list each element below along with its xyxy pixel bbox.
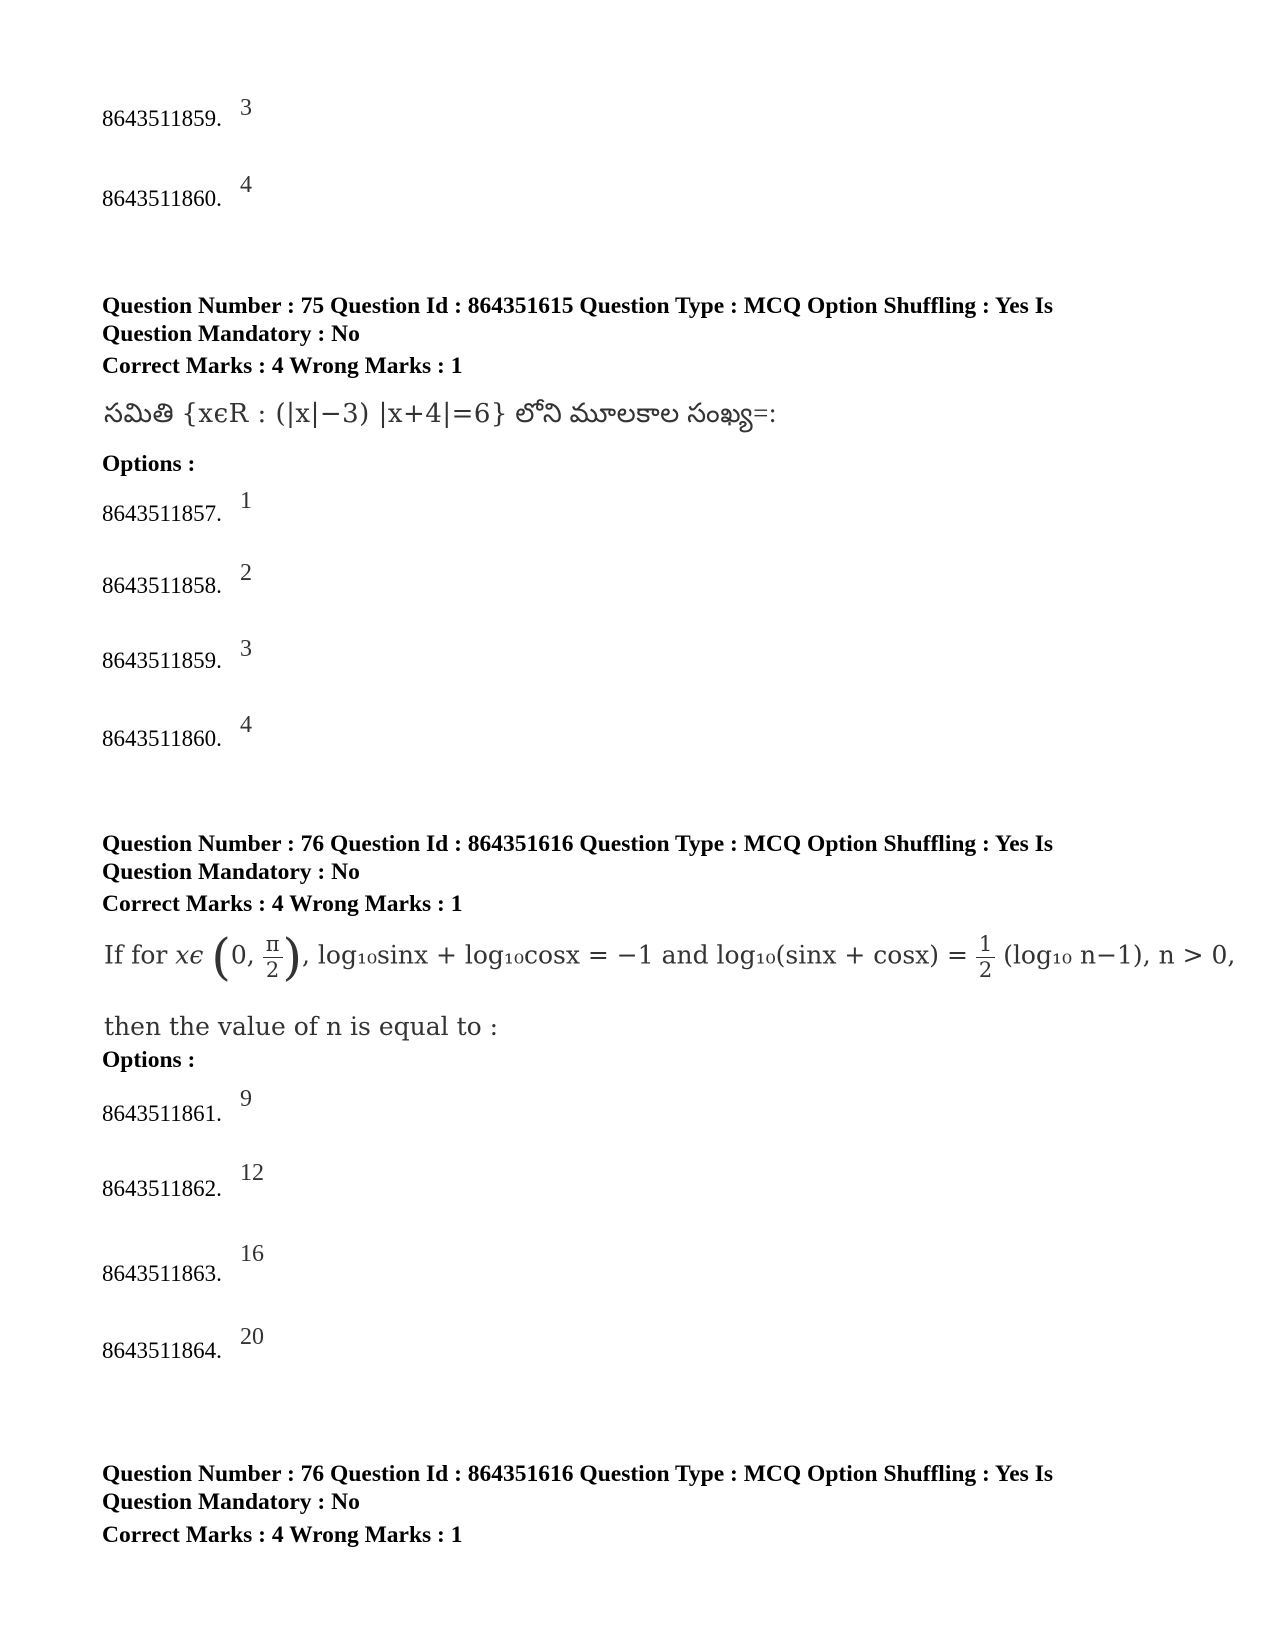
option-id: 8643511864.: [102, 1338, 222, 1363]
one-half: [976, 931, 995, 982]
option-id: 8643511860.: [102, 186, 222, 211]
option-id: 8643511859.: [102, 106, 222, 131]
option-value: 1: [240, 488, 252, 514]
option-id: 8643511863.: [102, 1261, 222, 1286]
option-id: 8643511858.: [102, 573, 222, 598]
marks-line: Correct Marks : 4 Wrong Marks : 1: [102, 353, 463, 379]
question-header-line1: Question Number : 76 Question Id : 864351616 Question Type : MCQ Option Shuffling : Yes Is: [102, 831, 1053, 857]
question-header: [102, 1460, 1222, 1516]
option-value: 4: [240, 712, 252, 738]
option-value: 16: [240, 1241, 264, 1267]
pi-numerator: π: [263, 934, 283, 958]
question-header-line2: Question Mandatory : No: [102, 1489, 360, 1515]
option-id: 8643511860.: [102, 726, 222, 751]
q-x-in: xє: [175, 940, 204, 970]
half-denominator: 2: [978, 957, 993, 982]
question-text-prefix: సమితి: [104, 398, 182, 428]
marks-line: Correct Marks : 4 Wrong Marks : 1: [102, 1522, 463, 1548]
question-header: [102, 830, 1222, 886]
option-value: 2: [240, 560, 252, 586]
right-paren: ): [282, 928, 303, 986]
question-text-suffix: లోని మూలకాల సంఖ్య=:: [507, 398, 777, 428]
pi-over-two: [263, 931, 283, 982]
question-header-line2: Question Mandatory : No: [102, 321, 360, 347]
options-label: Options :: [102, 451, 196, 477]
q-tail: (log₁₀ n−1), n > 0,: [1003, 940, 1236, 970]
option-id: 8643511862.: [102, 1176, 222, 1201]
pi-denominator: 2: [265, 957, 280, 982]
option-value: 3: [240, 636, 252, 662]
question-header: [102, 292, 1222, 348]
question-text-line2: then the value of n is equal to :: [104, 1012, 499, 1041]
question-header-line1: Question Number : 76 Question Id : 864351616 Question Type : MCQ Option Shuffling : Yes Is: [102, 1461, 1053, 1487]
q-interval-start: 0,: [230, 940, 255, 970]
option-value: 20: [240, 1324, 264, 1350]
q-if-for: If for: [104, 940, 168, 970]
option-value: 3: [240, 95, 252, 121]
q-log-sum: log₁₀sinx + log₁₀cosx = −1 and log₁₀(sinx + cosx) =: [317, 940, 968, 970]
marks-line: Correct Marks : 4 Wrong Marks : 1: [102, 891, 463, 917]
question-header-line1: Question Number : 75 Question Id : 864351615 Question Type : MCQ Option Shuffling : Yes Is: [102, 293, 1053, 319]
option-value: 9: [240, 1086, 252, 1112]
question-text: [104, 398, 777, 436]
half-numerator: 1: [976, 934, 995, 958]
option-value: 12: [240, 1160, 264, 1186]
options-label: Options :: [102, 1047, 196, 1073]
question-text: If for xє (0, $\frac{\pi}{2}$ ), log₁₀sinx + log₁₀cosx = −1 and log₁₀(sinx + cosx) = $\frac{1}{2}$ (log₁₀ n−1), n > 0,: [104, 928, 1236, 986]
option-id: 8643511861.: [102, 1101, 222, 1126]
option-id: 8643511857.: [102, 501, 222, 526]
left-paren: (: [211, 928, 231, 986]
question-set-math: {xєR : (|x|−3) |x+4|=6}: [181, 399, 508, 429]
question-header-line2: Question Mandatory : No: [102, 859, 360, 885]
option-id: 8643511859.: [102, 648, 222, 673]
option-value: 4: [240, 172, 252, 198]
